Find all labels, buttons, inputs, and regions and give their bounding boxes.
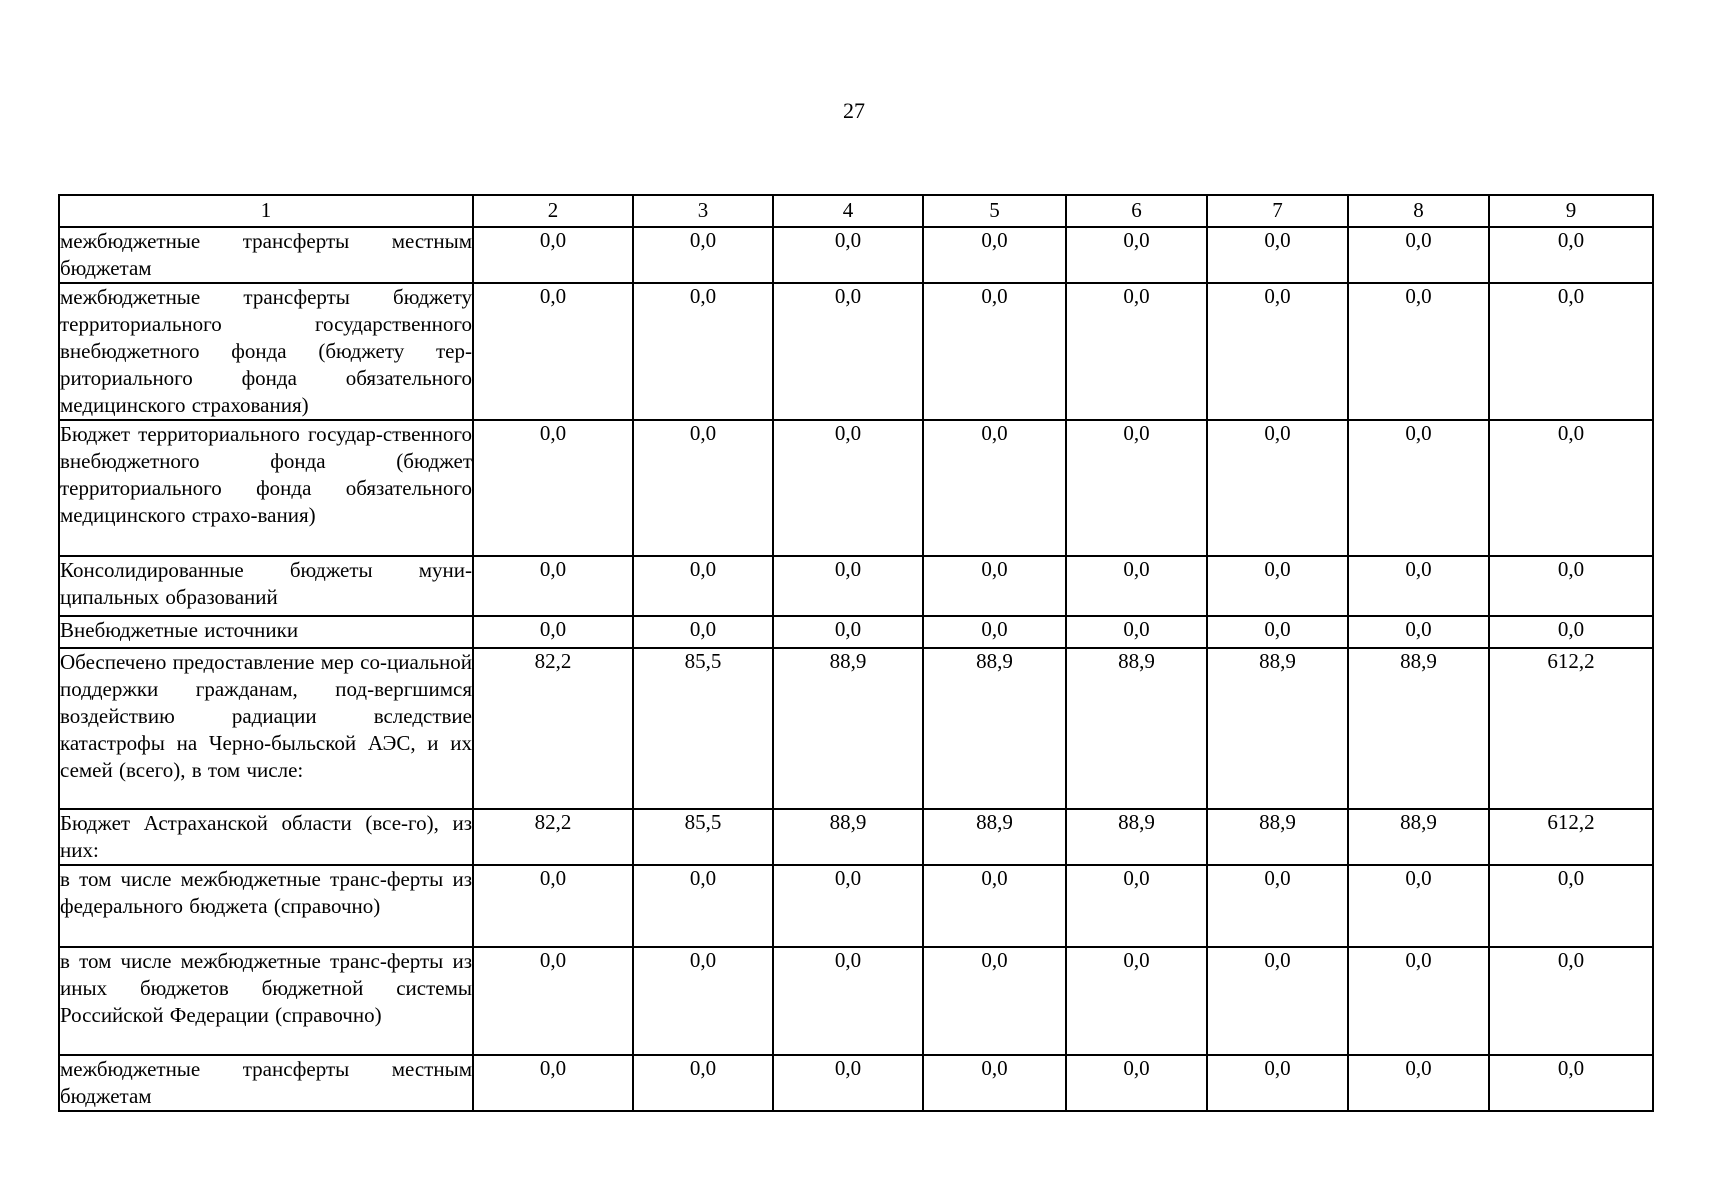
value-cell: 0,0: [923, 1055, 1066, 1111]
table-row: [59, 809, 1653, 865]
value-cell: 0,0: [1489, 616, 1653, 648]
column-header: 1: [59, 195, 473, 227]
value-cell: 0,0: [1207, 227, 1348, 283]
value-cell: 0,0: [1207, 616, 1348, 648]
value-cell: 0,0: [1207, 865, 1348, 947]
value-cell: 0,0: [773, 1055, 923, 1111]
value-cell: 88,9: [1207, 648, 1348, 809]
value-cell: 85,5: [633, 809, 773, 865]
value-cell: 612,2: [1489, 648, 1653, 809]
value-cell: 88,9: [1348, 809, 1489, 865]
value-cell: 0,0: [473, 283, 633, 420]
value-cell: 0,0: [923, 865, 1066, 947]
value-cell: 0,0: [1348, 420, 1489, 556]
value-cell: 0,0: [923, 947, 1066, 1055]
value-cell: 0,0: [773, 947, 923, 1055]
column-header: 9: [1489, 195, 1653, 227]
value-cell: 0,0: [1066, 616, 1207, 648]
value-cell: 0,0: [1489, 1055, 1653, 1111]
table-row: [59, 1055, 1653, 1111]
page-number: 27: [843, 98, 865, 123]
value-cell: 0,0: [773, 865, 923, 947]
value-cell: 0,0: [633, 420, 773, 556]
value-cell: 0,0: [773, 420, 923, 556]
value-cell: 0,0: [923, 420, 1066, 556]
row-label: межбюджетные трансферты бюджету территориального государственного внебюджетного фонда (бюджету тер-риториального фонда обязательного медицинского страхования): [59, 283, 473, 420]
value-cell: 82,2: [473, 809, 633, 865]
value-cell: 85,5: [633, 648, 773, 809]
column-header: 2: [473, 195, 633, 227]
value-cell: 0,0: [633, 227, 773, 283]
table-row: [59, 420, 1653, 556]
budget-table: [58, 194, 1654, 1112]
row-label: межбюджетные трансферты местным бюджетам: [59, 1055, 473, 1111]
value-cell: 0,0: [1066, 283, 1207, 420]
value-cell: 82,2: [473, 648, 633, 809]
value-cell: 0,0: [1066, 947, 1207, 1055]
table-row: [59, 616, 1653, 648]
value-cell: 0,0: [1489, 420, 1653, 556]
value-cell: 0,0: [773, 283, 923, 420]
value-cell: 0,0: [1207, 556, 1348, 616]
value-cell: 88,9: [773, 648, 923, 809]
column-header: 5: [923, 195, 1066, 227]
row-label: межбюджетные трансферты местным бюджетам: [59, 227, 473, 283]
value-cell: 0,0: [633, 865, 773, 947]
value-cell: 0,0: [633, 556, 773, 616]
value-cell: 88,9: [1207, 809, 1348, 865]
value-cell: 0,0: [1348, 227, 1489, 283]
row-label: Обеспечено предоставление мер со-циальной поддержки гражданам, под-вергшимся воздействию радиации вследствие катастрофы на Черно-быльской АЭС, и их семей (всего), в том числе:: [59, 648, 473, 809]
value-cell: 88,9: [923, 809, 1066, 865]
table-row: [59, 648, 1653, 809]
value-cell: 0,0: [473, 1055, 633, 1111]
value-cell: 0,0: [1066, 1055, 1207, 1111]
column-header: 6: [1066, 195, 1207, 227]
value-cell: 0,0: [1489, 865, 1653, 947]
value-cell: 0,0: [923, 556, 1066, 616]
row-label: Консолидированные бюджеты муни-ципальных образований: [59, 556, 473, 616]
table-row: [59, 227, 1653, 283]
column-header: 4: [773, 195, 923, 227]
table-row: [59, 947, 1653, 1055]
value-cell: 0,0: [773, 556, 923, 616]
value-cell: 88,9: [1348, 648, 1489, 809]
value-cell: 0,0: [1066, 865, 1207, 947]
column-header: 8: [1348, 195, 1489, 227]
value-cell: 0,0: [1348, 616, 1489, 648]
table-row: [59, 865, 1653, 947]
value-cell: 0,0: [1207, 947, 1348, 1055]
value-cell: 88,9: [923, 648, 1066, 809]
value-cell: 0,0: [473, 616, 633, 648]
value-cell: 0,0: [1066, 556, 1207, 616]
value-cell: 0,0: [773, 616, 923, 648]
value-cell: 0,0: [1489, 947, 1653, 1055]
table-row: [59, 283, 1653, 420]
value-cell: 0,0: [473, 556, 633, 616]
value-cell: 0,0: [473, 947, 633, 1055]
value-cell: 88,9: [1066, 648, 1207, 809]
value-cell: 0,0: [1066, 227, 1207, 283]
row-label: Бюджет Астраханской области (все-го), из них:: [59, 809, 473, 865]
value-cell: 0,0: [1207, 420, 1348, 556]
value-cell: 0,0: [1489, 283, 1653, 420]
value-cell: 0,0: [923, 227, 1066, 283]
value-cell: 0,0: [1348, 283, 1489, 420]
value-cell: 0,0: [473, 227, 633, 283]
value-cell: 0,0: [1489, 227, 1653, 283]
value-cell: 0,0: [633, 616, 773, 648]
value-cell: 0,0: [473, 420, 633, 556]
value-cell: 88,9: [1066, 809, 1207, 865]
value-cell: 0,0: [1348, 947, 1489, 1055]
value-cell: 0,0: [1207, 1055, 1348, 1111]
row-label: Внебюджетные источники: [59, 616, 473, 648]
value-cell: 88,9: [773, 809, 923, 865]
value-cell: 0,0: [1348, 1055, 1489, 1111]
value-cell: 0,0: [773, 227, 923, 283]
value-cell: 0,0: [633, 283, 773, 420]
value-cell: 0,0: [633, 1055, 773, 1111]
value-cell: 0,0: [1207, 283, 1348, 420]
row-label: в том числе межбюджетные транс-ферты из иных бюджетов бюджетной системы Российской Федерации (справочно): [59, 947, 473, 1055]
value-cell: 0,0: [923, 283, 1066, 420]
value-cell: 0,0: [1489, 556, 1653, 616]
column-header: 3: [633, 195, 773, 227]
value-cell: 0,0: [1348, 865, 1489, 947]
row-label: Бюджет территориального государ-ственного внебюджетного фонда (бюджет территориального фонда обязательного медицинского страхо-вания): [59, 420, 473, 556]
row-label: в том числе межбюджетные транс-ферты из федерального бюджета (справочно): [59, 865, 473, 947]
table-row: [59, 556, 1653, 616]
value-cell: 0,0: [1348, 556, 1489, 616]
header-row: [59, 195, 1653, 227]
column-header: 7: [1207, 195, 1348, 227]
value-cell: 0,0: [633, 947, 773, 1055]
value-cell: 612,2: [1489, 809, 1653, 865]
value-cell: 0,0: [1066, 420, 1207, 556]
value-cell: 0,0: [473, 865, 633, 947]
value-cell: 0,0: [923, 616, 1066, 648]
